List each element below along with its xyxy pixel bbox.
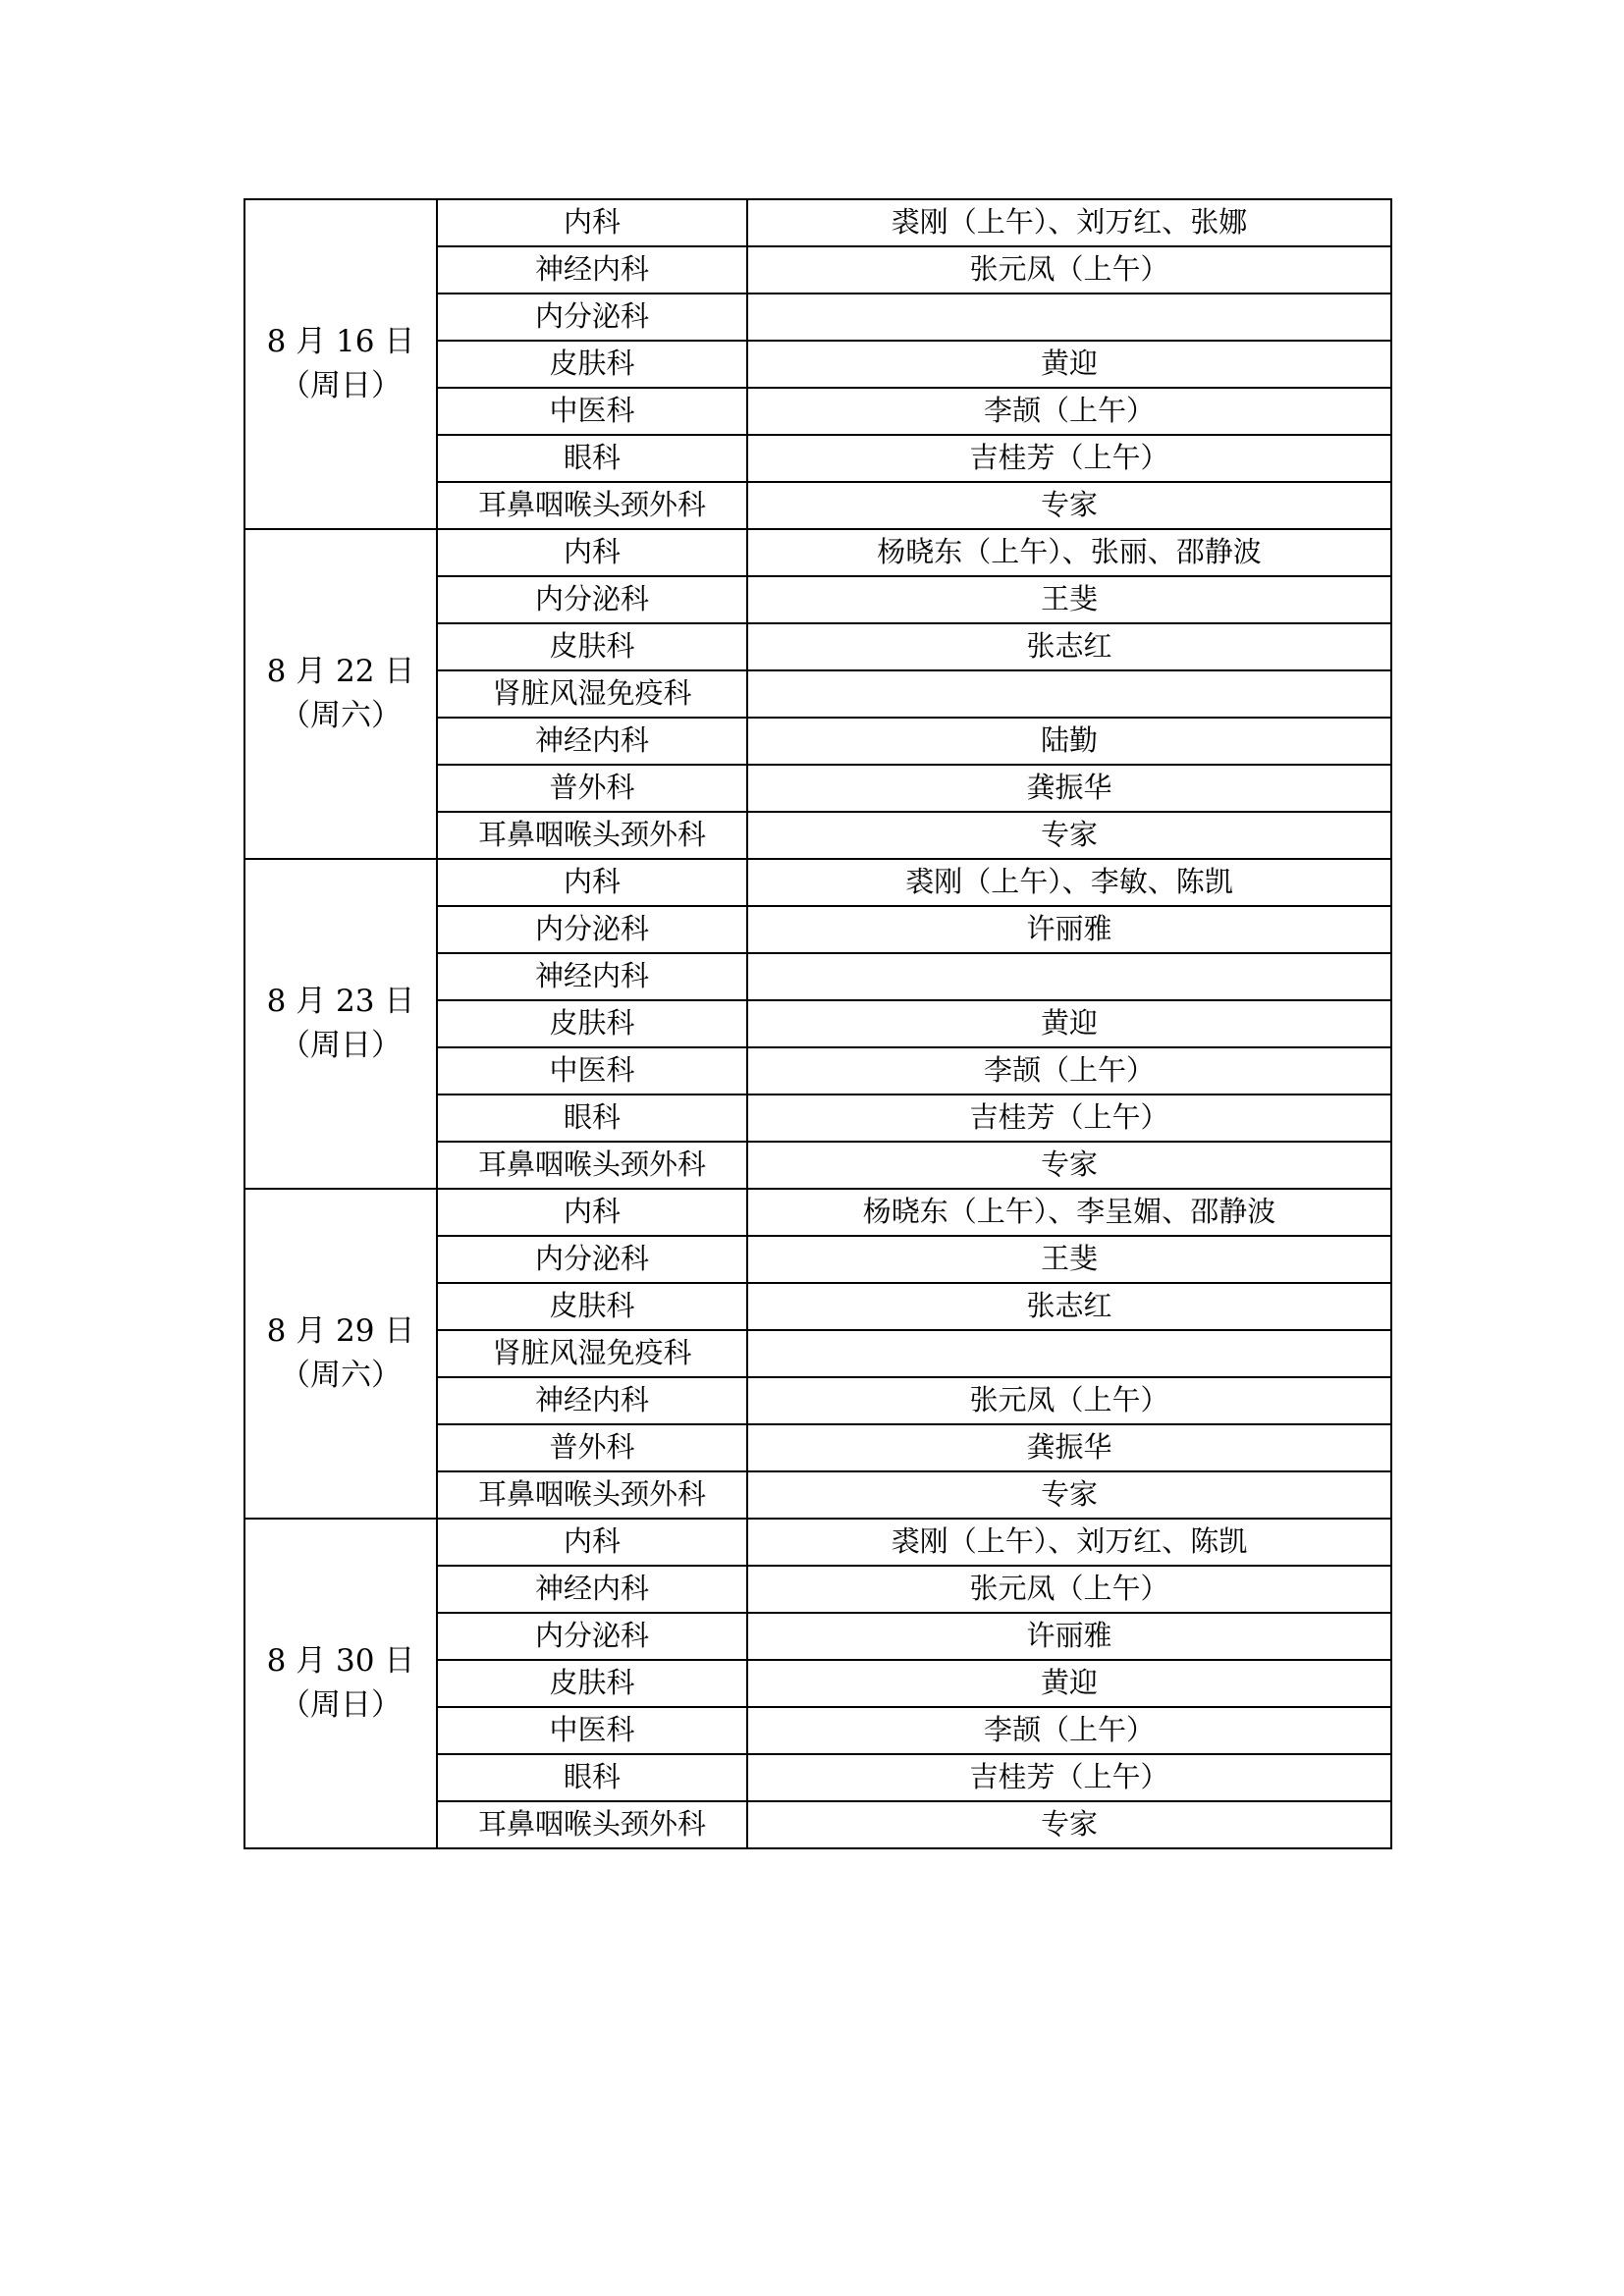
department-cell: 肾脏风湿免疫科 <box>437 1330 747 1377</box>
doctors-cell: 龚振华 <box>747 765 1391 812</box>
department-cell: 中医科 <box>437 1707 747 1754</box>
department-cell: 内分泌科 <box>437 576 747 623</box>
department-cell: 神经内科 <box>437 718 747 765</box>
doctors-cell: 吉桂芳（上午） <box>747 435 1391 482</box>
table-row <box>244 529 1391 576</box>
doctors-cell: 李颉（上午） <box>747 388 1391 435</box>
weekday-label: （周六） <box>280 1358 402 1393</box>
weekday-label: （周日） <box>280 368 402 403</box>
doctors-cell: 张元凤（上午） <box>747 1566 1391 1613</box>
doctors-cell: 吉桂芳（上午） <box>747 1095 1391 1142</box>
table-row <box>244 199 1391 246</box>
department-cell: 耳鼻咽喉头颈外科 <box>437 482 747 529</box>
department-cell: 内分泌科 <box>437 906 747 953</box>
weekday-label: （周六） <box>280 698 402 733</box>
department-cell: 神经内科 <box>437 953 747 1000</box>
doctors-cell: 裘刚（上午）、李敏、陈凯 <box>747 859 1391 906</box>
department-cell: 神经内科 <box>437 1566 747 1613</box>
doctors-cell: 许丽雅 <box>747 906 1391 953</box>
department-cell: 普外科 <box>437 1424 747 1471</box>
doctors-cell: 专家 <box>747 1471 1391 1519</box>
doctors-cell: 龚振华 <box>747 1424 1391 1471</box>
department-cell: 皮肤科 <box>437 1660 747 1707</box>
doctors-cell: 张元凤（上午） <box>747 246 1391 294</box>
table-row <box>244 1519 1391 1566</box>
department-cell: 耳鼻咽喉头颈外科 <box>437 812 747 859</box>
schedule-body <box>244 199 1391 1848</box>
weekday-label: （周日） <box>280 1028 402 1063</box>
department-cell: 皮肤科 <box>437 1283 747 1330</box>
doctors-cell: 专家 <box>747 482 1391 529</box>
department-cell: 中医科 <box>437 388 747 435</box>
department-cell: 内分泌科 <box>437 1613 747 1660</box>
table-row <box>244 859 1391 906</box>
date-label: 8 月 30 日 <box>266 1643 415 1680</box>
doctors-cell: 王斐 <box>747 1236 1391 1283</box>
date-cell <box>244 1519 437 1848</box>
department-cell: 内科 <box>437 1519 747 1566</box>
doctors-cell: 张元凤（上午） <box>747 1377 1391 1424</box>
date-cell <box>244 529 437 859</box>
department-cell: 内科 <box>437 199 747 246</box>
doctors-cell <box>747 953 1391 1000</box>
department-cell: 内科 <box>437 529 747 576</box>
department-cell: 中医科 <box>437 1047 747 1095</box>
department-cell: 耳鼻咽喉头颈外科 <box>437 1801 747 1848</box>
doctors-cell: 张志红 <box>747 623 1391 670</box>
department-cell: 耳鼻咽喉头颈外科 <box>437 1471 747 1519</box>
department-cell: 皮肤科 <box>437 1000 747 1047</box>
doctors-cell <box>747 1330 1391 1377</box>
department-cell: 内科 <box>437 859 747 906</box>
doctors-cell: 陆勤 <box>747 718 1391 765</box>
date-cell <box>244 199 437 529</box>
doctors-cell <box>747 670 1391 718</box>
schedule-table <box>244 198 1392 1849</box>
department-cell: 眼科 <box>437 435 747 482</box>
date-cell <box>244 1189 437 1519</box>
doctors-cell: 专家 <box>747 1801 1391 1848</box>
doctors-cell: 裘刚（上午）、刘万红、陈凯 <box>747 1519 1391 1566</box>
department-cell: 内分泌科 <box>437 294 747 341</box>
weekday-label: （周日） <box>280 1687 402 1723</box>
department-cell: 眼科 <box>437 1754 747 1801</box>
date-label: 8 月 16 日 <box>266 324 415 360</box>
doctors-cell: 杨晓东（上午）、李呈媚、邵静波 <box>747 1189 1391 1236</box>
doctors-cell: 李颉（上午） <box>747 1707 1391 1754</box>
department-cell: 肾脏风湿免疫科 <box>437 670 747 718</box>
department-cell: 皮肤科 <box>437 623 747 670</box>
doctors-cell: 黄迎 <box>747 1660 1391 1707</box>
date-label: 8 月 22 日 <box>266 654 415 690</box>
department-cell: 神经内科 <box>437 1377 747 1424</box>
doctors-cell <box>747 294 1391 341</box>
doctors-cell: 专家 <box>747 812 1391 859</box>
doctors-cell: 专家 <box>747 1142 1391 1189</box>
date-label: 8 月 29 日 <box>266 1313 415 1350</box>
doctors-cell: 张志红 <box>747 1283 1391 1330</box>
department-cell: 内分泌科 <box>437 1236 747 1283</box>
doctors-cell: 黄迎 <box>747 341 1391 388</box>
table-row <box>244 1189 1391 1236</box>
department-cell: 耳鼻咽喉头颈外科 <box>437 1142 747 1189</box>
date-label: 8 月 23 日 <box>266 984 415 1020</box>
department-cell: 神经内科 <box>437 246 747 294</box>
doctors-cell: 吉桂芳（上午） <box>747 1754 1391 1801</box>
doctors-cell: 李颉（上午） <box>747 1047 1391 1095</box>
doctors-cell: 裘刚（上午）、刘万红、张娜 <box>747 199 1391 246</box>
department-cell: 皮肤科 <box>437 341 747 388</box>
doctors-cell: 王斐 <box>747 576 1391 623</box>
department-cell: 普外科 <box>437 765 747 812</box>
department-cell: 眼科 <box>437 1095 747 1142</box>
department-cell: 内科 <box>437 1189 747 1236</box>
date-cell <box>244 859 437 1189</box>
doctors-cell: 杨晓东（上午）、张丽、邵静波 <box>747 529 1391 576</box>
doctors-cell: 许丽雅 <box>747 1613 1391 1660</box>
doctors-cell: 黄迎 <box>747 1000 1391 1047</box>
